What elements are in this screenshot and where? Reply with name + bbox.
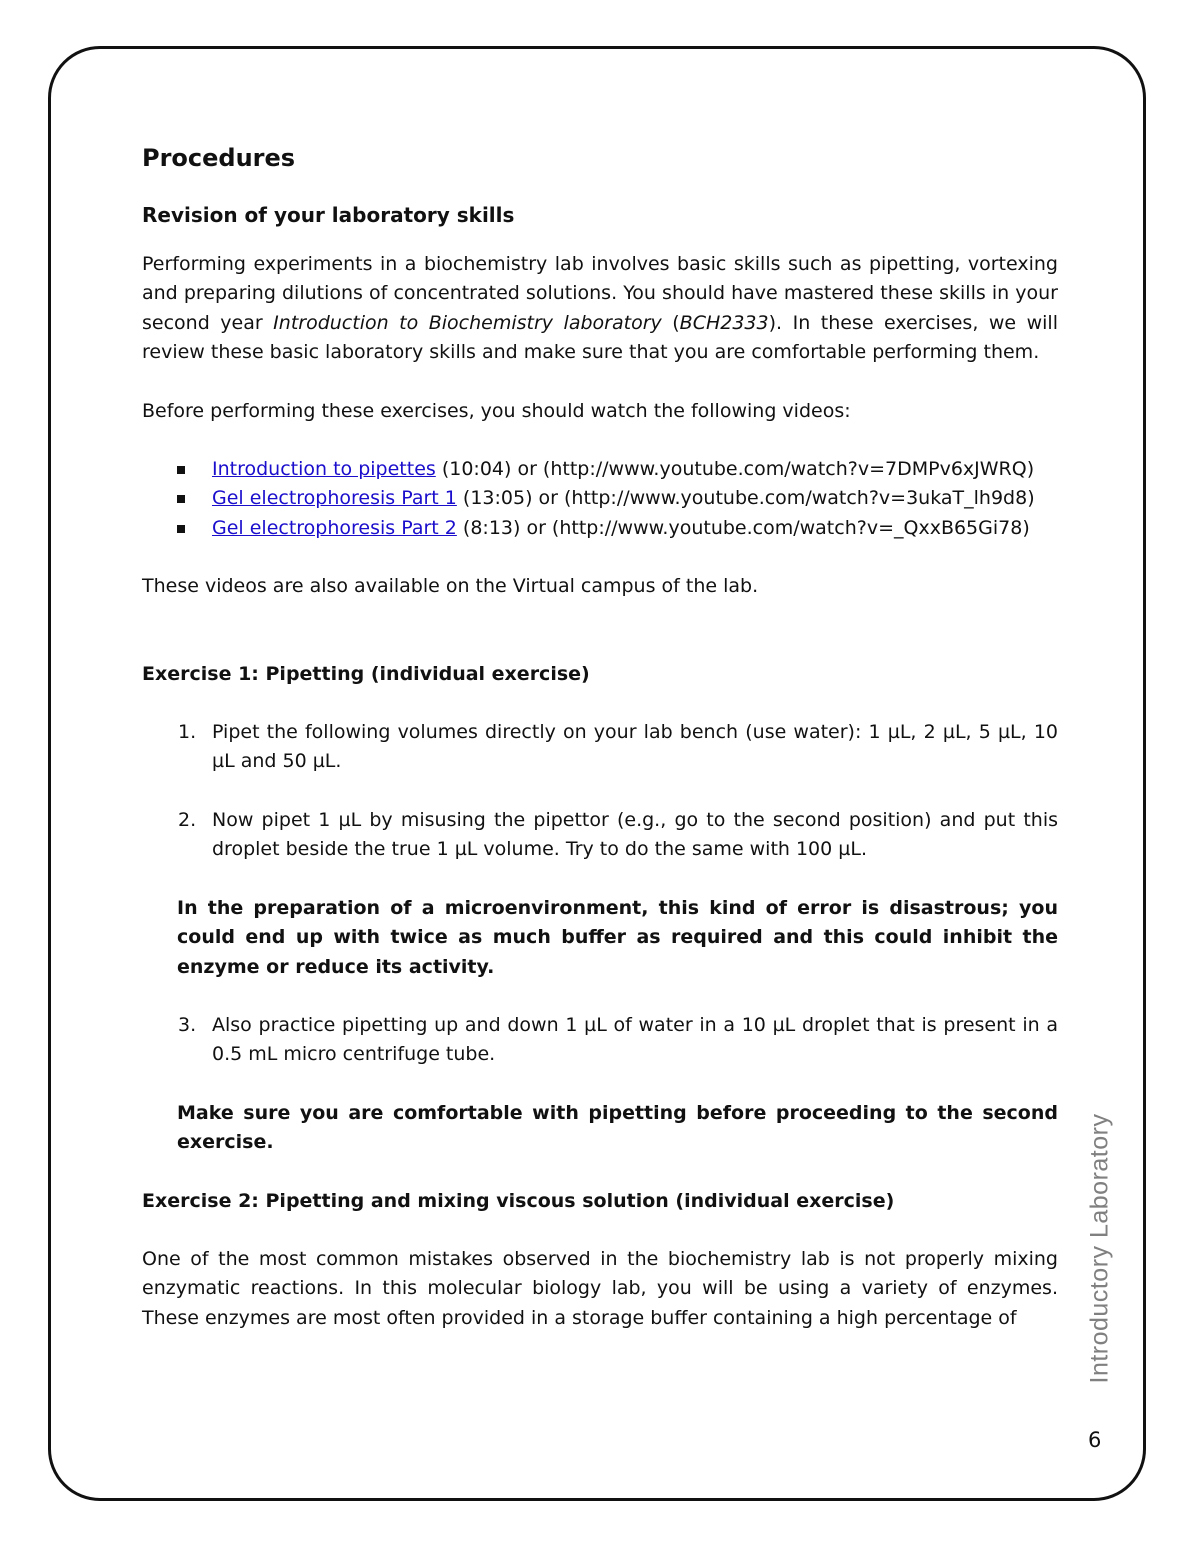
course-name: Introduction to Biochemistry laboratory bbox=[273, 311, 662, 334]
video-link-gel-part-1[interactable]: Gel electrophoresis Part 1 bbox=[212, 487, 457, 510]
step-text: Pipet the following volumes directly on your lab bench (use water): 1 µL, 2 µL, 5 µL, 10 µL and 50 µL. bbox=[212, 721, 1058, 773]
step-item bbox=[142, 806, 1058, 865]
step-number: 3. bbox=[178, 1013, 197, 1036]
step-item bbox=[142, 718, 1058, 777]
step-text: Also practice pipetting up and down 1 µL of water in a 10 µL droplet that is present in a 0.5 mL micro centrifuge tube. bbox=[212, 1013, 1058, 1066]
video-details: (10:04) or (http://www.youtube.com/watch?v=7DMPv6xJWRQ) bbox=[435, 458, 1035, 481]
list-item bbox=[142, 484, 1058, 513]
intro-text-1: Performing experiments in a biochemistry lab involves basic skills such as pipetting, vortexing and preparing dilutions of concentrated solutions. You should have mastered these skills in your second year bbox=[142, 253, 1058, 334]
exercise-1-steps bbox=[142, 806, 1058, 865]
video-link-pipettes[interactable]: Introduction to pipettes bbox=[212, 458, 436, 481]
list-item bbox=[142, 455, 1058, 484]
exercise-2-title: Exercise 2: Pipetting and mixing viscous solution (individual exercise) bbox=[142, 1189, 895, 1212]
page-content bbox=[142, 140, 1058, 1333]
intro-text-2: ( bbox=[661, 311, 680, 334]
step-number: 1. bbox=[178, 721, 197, 744]
exercise-1-steps bbox=[142, 718, 1058, 777]
subsection-heading: Revision of your laboratory skills bbox=[142, 203, 515, 227]
side-label-text: Introductory Laboratory bbox=[1085, 1113, 1114, 1383]
videos-intro: Before performing these exercises, you should watch the following videos: bbox=[142, 399, 851, 422]
exercise-2-text: One of the most common mistakes observed in the biochemistry lab is not properly mixing enzymatic reactions. In this molecular biology lab, you will be using a variety of enzymes. These enzymes are most often provided in a storage buffer containing a high percentage of bbox=[142, 1247, 1058, 1329]
step-number: 2. bbox=[178, 808, 197, 831]
intro-paragraph bbox=[142, 250, 1058, 368]
exercise-1-warning: In the preparation of a microenvironment, this kind of error is disastrous; you could end up with twice as much buffer as required and this could inhibit the enzyme or reduce its activity. bbox=[177, 896, 1058, 978]
course-code: BCH2333 bbox=[679, 311, 769, 334]
section-heading: Procedures bbox=[142, 144, 296, 172]
videos-note: These videos are also available on the Virtual campus of the lab. bbox=[142, 575, 759, 598]
exercise-1-closing: Make sure you are comfortable with pipetting before proceeding to the second exercise. bbox=[177, 1101, 1058, 1154]
side-label bbox=[1080, 1106, 1120, 1390]
step-text: Now pipet 1 µL by misusing the pipettor (e.g., go to the second position) and put this droplet beside the true 1 µL volume. Try to do the same with 100 µL. bbox=[212, 808, 1058, 861]
intro-text-3: ). In these exercises, we will review these basic laboratory skills and make sure that you are comfortable performing them. bbox=[142, 311, 1058, 364]
video-details: (13:05) or (http://www.youtube.com/watch?v=3ukaT_lh9d8) bbox=[456, 487, 1035, 510]
step-item bbox=[142, 1011, 1058, 1070]
video-list bbox=[142, 455, 1058, 543]
video-link-gel-part-2[interactable]: Gel electrophoresis Part 2 bbox=[212, 516, 457, 539]
list-item bbox=[142, 514, 1058, 543]
exercise-1-steps bbox=[142, 1011, 1058, 1070]
page-number: 6 bbox=[1088, 1428, 1102, 1452]
video-details: (8:13) or (http://www.youtube.com/watch?v=_QxxB65Gi78) bbox=[456, 516, 1030, 539]
exercise-1-title: Exercise 1: Pipetting (individual exercise) bbox=[142, 662, 590, 685]
